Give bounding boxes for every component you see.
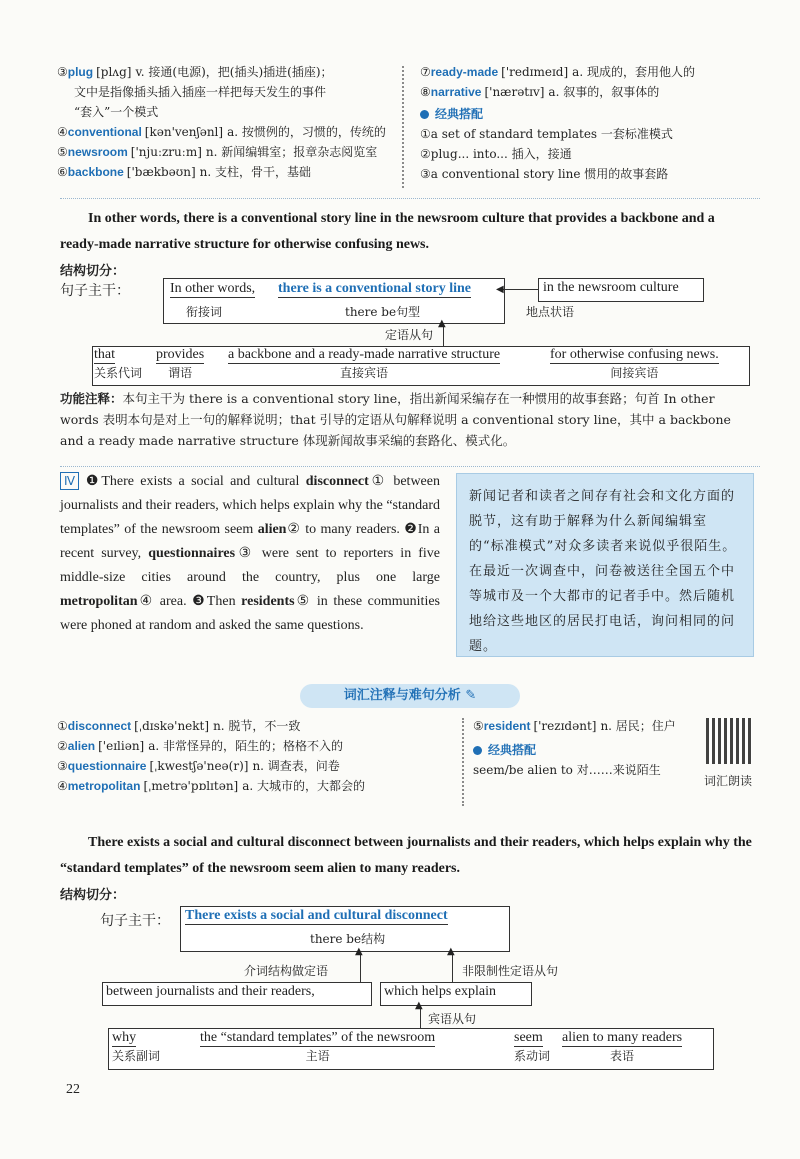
divider (60, 466, 760, 467)
phonetic: ['redɪmeɪd] (501, 65, 569, 79)
clause-part (228, 347, 500, 381)
phonetic: [ˌkwestʃə'neə(r)] (149, 759, 249, 773)
pen-icon: ✎ (465, 688, 477, 703)
clause-part-text: that (94, 347, 115, 362)
translation-box: 新闻记者和读者之间存有社会和文化方面的脱节，这有助于解释为什么新闻编辑室的“标准模式”对众多读者来说似乎很陌生。在最近一次调查中，问卷被送往全国五个中等城市及一个大都市的记者手中。然后随机地给这些地区的居民打电话，询问相同的问题。 (456, 473, 754, 657)
definition: n. 支柱，骨干，基础 (199, 165, 311, 179)
phonetic: ['bækbəʊn] (126, 165, 196, 179)
vocab-entry (57, 716, 397, 736)
qr-caption: 词汇朗读 (704, 774, 753, 788)
diagram2-left: between journalists and their readers, (106, 984, 315, 999)
arrow-place (500, 289, 538, 290)
clause-part-role: 直接宾语 (340, 366, 389, 380)
clause-part-role: 表语 (610, 1049, 635, 1063)
vocab-entry (57, 62, 397, 82)
paragraph-text: ③ were sent to reporters in five middle-size cities around the country, plus one large (60, 546, 441, 585)
vocab-divider (402, 66, 404, 188)
headword: questionnaire (67, 759, 147, 773)
paragraph-text: ④ area. ❸Then (137, 594, 242, 609)
vocab-entry (473, 716, 693, 736)
clause-part (112, 1030, 160, 1064)
page-number: 22 (66, 1082, 80, 1097)
bullet-dot-icon (420, 110, 429, 119)
diagram1-seg3-role: 地点状语 (526, 305, 575, 319)
entry-number: ① (57, 719, 68, 733)
vocab-entry (57, 736, 397, 756)
headword: disconnect (67, 719, 132, 733)
sentence-2: There exists a social and cultural disconnect between journalists and their readers, which helps explain why the “standard templates” of the newsroom seem alien to many readers. (60, 835, 752, 876)
headword: backbone (67, 165, 124, 179)
clause-part (200, 1030, 435, 1064)
diagram1-seg1: In other words, (170, 281, 256, 296)
vocab-entry (420, 82, 760, 102)
phonetic: [plʌg] (96, 65, 132, 79)
phonetic: ['rezɪdənt] (533, 719, 597, 733)
definition: n. 新闻编辑室；报章杂志阅览室 (205, 145, 378, 159)
arrow-head-up-icon: ▲ (438, 318, 446, 329)
entry-number: ④ (57, 125, 68, 139)
entry-number: ⑤ (473, 719, 484, 733)
phonetic: ['njuːzruːm] (130, 145, 202, 159)
clause-part-text: alien to many readers (562, 1030, 683, 1045)
diagram1-seg2: there is a conventional story line (278, 281, 472, 296)
clause-part (550, 347, 719, 381)
vocab-entry (57, 122, 397, 142)
headword: metropolitan (67, 779, 141, 793)
vocab-entry (420, 62, 760, 82)
vocab-entry (57, 82, 397, 102)
headword: plug (67, 65, 94, 79)
vocab-mid-right (473, 716, 693, 780)
clause-part-text: why (112, 1030, 137, 1045)
vocab-divider (462, 718, 464, 806)
diagram2-obj-role: 宾语从句 (428, 1012, 477, 1026)
paragraph-text: ⑤ in these communities were phoned at random and asked the same questions. (60, 594, 440, 633)
arrow-head-up-icon: ▲ (415, 1000, 423, 1011)
diagram2-left-role: 介词结构做定语 (244, 964, 329, 978)
collocation-item: seem/be alien to 对……来说陌生 (473, 763, 661, 777)
clause-part-role: 间接宾语 (610, 366, 659, 380)
entry-number: ④ (57, 779, 68, 793)
clause-part-text: the “standard templates” of the newsroom (200, 1030, 436, 1045)
diagram2-main: There exists a social and cultural disconnect (185, 908, 448, 923)
clause-part-role: 系动词 (514, 1049, 551, 1063)
keyword: alien (257, 522, 287, 537)
diagram2-right: which helps explain (384, 984, 496, 999)
entry-number: ③ (57, 759, 68, 773)
structure-label: 结构切分： (60, 264, 126, 279)
definition: a. 非常怪异的，陌生的；格格不入的 (148, 739, 344, 753)
definition: 文中是指像插头插入插座一样把每天发生的事件 (74, 85, 327, 99)
divider (60, 198, 760, 199)
phonetic: ['nærətɪv] (484, 85, 545, 99)
vocab-entry (57, 142, 397, 162)
clause-part (94, 347, 142, 381)
main-trunk-label: 句子主干： (100, 913, 170, 929)
clause-part-role: 谓语 (168, 366, 193, 380)
arrow-head-left-icon: ◀ (496, 284, 504, 295)
headword: ready-made (430, 65, 499, 79)
qr-code-icon (706, 718, 752, 764)
clause-part-role: 主语 (305, 1049, 330, 1063)
phonetic: [ˌmetrə'pɒlɪtən] (143, 779, 239, 793)
clause-part (562, 1030, 682, 1064)
definition: n. 居民；住户 (600, 719, 676, 733)
definition: a. 大城市的，大都会的 (242, 779, 366, 793)
collocation-item: ①a set of standard templates 一套标准模式 (420, 127, 673, 141)
clause-part-text: a backbone and a ready-made narrative structure (228, 347, 501, 362)
definition: v. 接通(电源)，把(插头)插进(插座)； (135, 65, 333, 79)
clause-part-text: provides (156, 347, 205, 362)
diagram2-right-role: 非限制性定语从句 (462, 964, 559, 978)
vocab-entry (57, 776, 397, 796)
entry-number: ② (57, 739, 68, 753)
clause-part-text: seem (514, 1030, 543, 1045)
diagram1-seg1-role: 衔接词 (186, 305, 223, 319)
bullet-dot-icon (473, 746, 482, 755)
vocab-entry (57, 102, 397, 122)
structure-label: 结构切分： (60, 888, 126, 903)
phonetic: [ˌdɪskə'nekt] (134, 719, 210, 733)
phonetic: ['eɪliən] (98, 739, 145, 753)
vocab-mid-left (57, 716, 397, 796)
headword: newsroom (67, 145, 128, 159)
collocation-heading: 经典搭配 (473, 740, 693, 760)
diagram1-seg2-role: there be句型 (345, 305, 421, 319)
vocab-entry (57, 162, 397, 182)
definition: a. 按惯例的，习惯的，传统的 (227, 125, 386, 139)
clause-part-role: 关系副词 (112, 1049, 161, 1063)
clause-part (156, 347, 204, 381)
keyword: disconnect (305, 474, 369, 489)
section-title: 词汇注释与难句分析 ✎ (300, 684, 520, 708)
arrow-head-up-icon: ▲ (355, 946, 363, 957)
collocation-item: ②plug... into... 插入，接通 (420, 147, 572, 161)
function-note: 功能注释：本句主干为 there is a conventional story line，指出新闻采编存在一种惯用的故事套路；句首 In other words 表明本句是对上一句的解释说明；that 引导的定语从句解释说明 a conventional story line，其中 a backbone and a ready made narrative structure 体现新闻故事采编的套路化、模式化。 (60, 391, 731, 448)
paragraph-number: Ⅳ (60, 472, 79, 490)
collocation-heading: 经典搭配 (420, 104, 760, 124)
paragraph-text: ② to many readers. ❷In a recent survey, (60, 522, 440, 561)
phonetic: [kən'venʃənl] (144, 125, 224, 139)
entry-number: ⑧ (420, 85, 431, 99)
diagram1-seg3: in the newsroom culture (543, 280, 679, 295)
diagram1-clause-role: 定语从句 (385, 328, 434, 342)
collocation-item: ③a conventional story line 惯用的故事套路 (420, 167, 669, 181)
headword: resident (483, 719, 531, 733)
definition: n. 调查表，问卷 (252, 759, 340, 773)
definition: “套入”一个模式 (74, 105, 159, 119)
definition: a. 现成的，套用他人的 (572, 65, 695, 79)
clause-part (514, 1030, 550, 1064)
entry-number: ③ (57, 65, 68, 79)
headword: conventional (67, 125, 142, 139)
clause-part-role: 关系代词 (94, 366, 143, 380)
arrow-head-up-icon: ▲ (447, 946, 455, 957)
diagram2-main-role: there be结构 (310, 932, 386, 946)
keyword: residents (241, 594, 295, 609)
paragraph-4 (60, 470, 440, 638)
paragraph-text: ❶There exists a social and cultural (83, 474, 306, 489)
definition: a. 叙事的，叙事体的 (548, 85, 660, 99)
sentence-1: In other words, there is a conventional story line in the newsroom culture that provides a backbone and a ready-made narrative structure for otherwise confusing news. (60, 211, 715, 252)
keyword: questionnaires (148, 546, 236, 561)
vocab-top-left (57, 62, 397, 182)
headword: narrative (430, 85, 482, 99)
paragraph-text: ① between journalists and their readers, which helps explain why the “standard templates” of the newsroom seem (60, 474, 440, 537)
keyword: metropolitan (60, 594, 138, 609)
main-trunk-label: 句子主干： (60, 283, 130, 299)
clause-part-text: for otherwise confusing news. (550, 347, 719, 362)
entry-number: ⑦ (420, 65, 431, 79)
definition: n. 脱节，不一致 (213, 719, 301, 733)
vocab-top-right (420, 62, 760, 184)
headword: alien (67, 739, 96, 753)
entry-number: ⑤ (57, 145, 68, 159)
entry-number: ⑥ (57, 165, 68, 179)
vocab-entry (57, 756, 397, 776)
